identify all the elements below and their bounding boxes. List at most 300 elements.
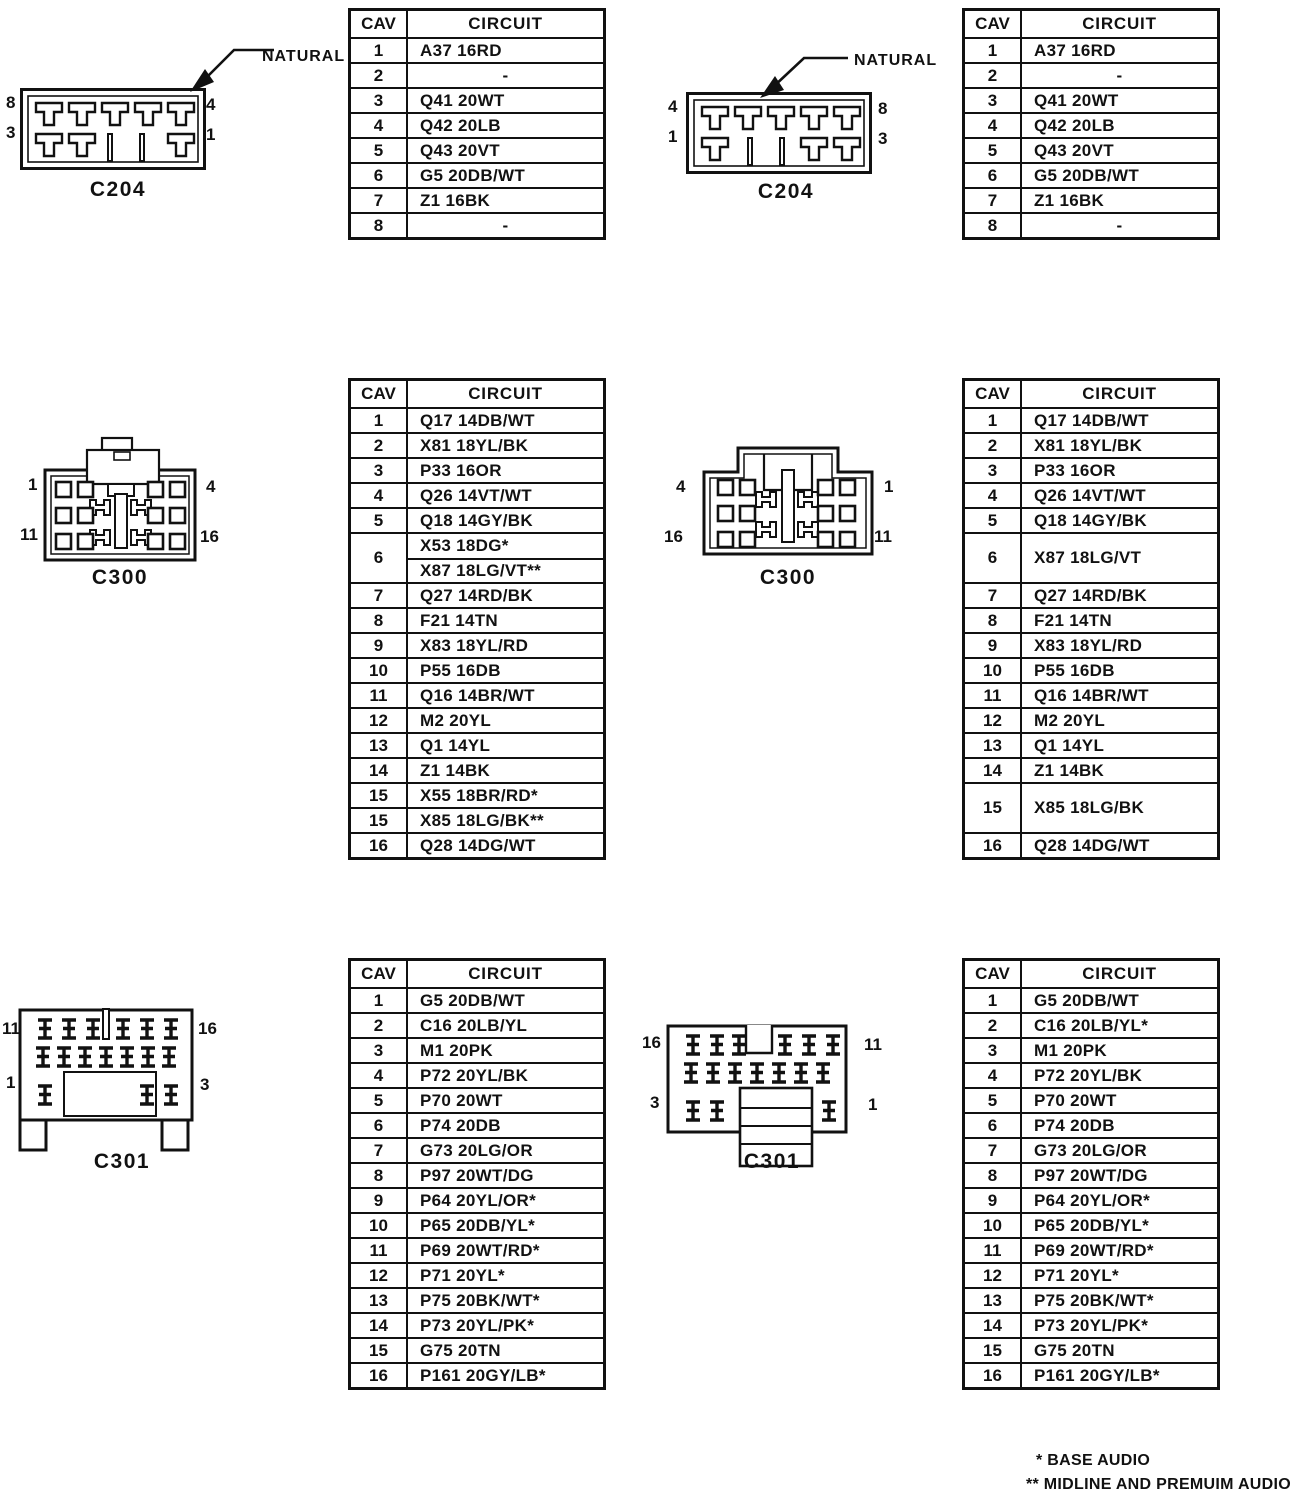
- cav-header: CAV: [965, 961, 1022, 987]
- cav-cell: 8: [965, 1164, 1022, 1187]
- cav-cell: 13: [351, 734, 408, 757]
- circuit-cell: Q43 20VT: [1034, 140, 1114, 160]
- table-row: [965, 682, 1217, 707]
- cav-cell: 15: [351, 784, 408, 807]
- cav-cell: 1: [965, 989, 1022, 1012]
- c204-left-connector-drawing: [20, 88, 206, 170]
- cav-cell: 9: [351, 1189, 408, 1212]
- table-row: [965, 657, 1217, 682]
- table-row: [351, 1337, 603, 1362]
- cav-cell: 16: [965, 1364, 1022, 1387]
- circuit-cell: A37 16RD: [1034, 40, 1116, 60]
- circuit-cell: P75 20BK/WT*: [1034, 1290, 1154, 1310]
- cav-cell: 2: [351, 434, 408, 457]
- table-row: [965, 832, 1217, 857]
- circuit-cell: X85 18LG/BK: [1034, 798, 1145, 817]
- table-row: [965, 1037, 1217, 1062]
- c300-right-connector-drawing: [698, 420, 878, 560]
- cav-cell: 9: [965, 1189, 1022, 1212]
- circuit-cell: X83 18YL/RD: [1034, 635, 1143, 655]
- cav-cell: 11: [965, 684, 1022, 707]
- c300-left-pin-label-bottom-left: 11: [20, 525, 38, 544]
- circuit-cell: -: [502, 215, 509, 235]
- circuit-cell: P55 16DB: [1034, 660, 1115, 680]
- cav-cell: 4: [965, 114, 1022, 137]
- circuit-cell: Q26 14VT/WT: [420, 485, 532, 505]
- table-row: [965, 782, 1217, 832]
- cav-header: CAV: [965, 381, 1022, 407]
- c204-left-caption: C204: [89, 178, 147, 201]
- cav-cell: 12: [965, 1264, 1022, 1287]
- cav-cell: 2: [351, 1014, 408, 1037]
- table-row: [965, 1212, 1217, 1237]
- table-row: [965, 1362, 1217, 1387]
- cav-cell: 4: [351, 1064, 408, 1087]
- cav-cell: 1: [351, 989, 408, 1012]
- table-row: [965, 62, 1217, 87]
- circuit-header: CIRCUIT: [468, 964, 543, 983]
- cav-cell: 2: [351, 64, 408, 87]
- c300-right-pin-label-top-left: 4: [676, 477, 686, 496]
- table-row: [351, 1112, 603, 1137]
- c301-left-pin-label-top-right: 16: [198, 1019, 217, 1038]
- table-row: [351, 757, 603, 782]
- c204-left-pin-label-top-right: 4: [206, 95, 216, 114]
- c300-right-pin-label-bottom-left: 16: [664, 527, 683, 546]
- circuit-cell: P161 20GY/LB*: [420, 1365, 546, 1385]
- circuit-cell: P33 16OR: [1034, 460, 1116, 480]
- c204-right-table: [962, 8, 1220, 240]
- circuit-cell: Q43 20VT: [420, 140, 500, 160]
- circuit-header: CIRCUIT: [1082, 964, 1157, 983]
- cav-cell: 15: [351, 809, 408, 832]
- cav-cell: 5: [965, 1089, 1022, 1112]
- table-row: [965, 732, 1217, 757]
- cav-cell: 16: [351, 834, 408, 857]
- c300-right-caption: C300: [759, 566, 817, 589]
- table-row: [965, 607, 1217, 632]
- cav-cell: 7: [965, 1139, 1022, 1162]
- circuit-cell: C16 20LB/YL*: [1034, 1015, 1149, 1035]
- circuit-cell: G5 20DB/WT: [420, 990, 526, 1010]
- cav-cell: 3: [965, 89, 1022, 112]
- table-row: [351, 507, 603, 532]
- circuit-cell: Q18 14GY/BK: [420, 510, 533, 530]
- cav-cell: 8: [351, 1164, 408, 1187]
- cav-cell: 15: [351, 1339, 408, 1362]
- cav-cell: 3: [351, 89, 408, 112]
- cav-cell: 12: [965, 709, 1022, 732]
- circuit-cell: G75 20TN: [420, 1340, 501, 1360]
- cav-cell: 7: [351, 1139, 408, 1162]
- cav-cell: 1: [351, 409, 408, 432]
- circuit-header: CIRCUIT: [1082, 14, 1157, 33]
- cav-cell: 11: [351, 1239, 408, 1262]
- table-row: [351, 682, 603, 707]
- circuit-cell: Q42 20LB: [1034, 115, 1115, 135]
- c301-left-pin-label-bottom-right: 3: [200, 1075, 210, 1094]
- table-row: [965, 137, 1217, 162]
- c301-right-table: [962, 958, 1220, 1390]
- footnote-midline-audio: ** MIDLINE AND PREMUIM AUDIO: [1026, 1476, 1291, 1493]
- c301-left-caption: C301: [93, 1150, 151, 1173]
- circuit-cell: P72 20YL/BK: [420, 1065, 529, 1085]
- cav-cell: 11: [965, 1239, 1022, 1262]
- circuit-cell: Q28 14DG/WT: [1034, 835, 1150, 855]
- table-row: [351, 1362, 603, 1387]
- circuit-cell: P97 20WT/DG: [1034, 1165, 1148, 1185]
- circuit-cell: Q27 14RD/BK: [420, 585, 533, 605]
- cav-cell: 9: [965, 634, 1022, 657]
- cav-cell: 10: [351, 1214, 408, 1237]
- table-row: [965, 407, 1217, 432]
- c204-left-pin-label-top-left: 8: [6, 93, 16, 112]
- table-row: [351, 782, 603, 807]
- cav-cell: 10: [965, 1214, 1022, 1237]
- circuit-cell: X85 18LG/BK**: [420, 810, 544, 830]
- table-row: [965, 212, 1217, 237]
- table-row: [965, 1112, 1217, 1137]
- cav-cell: 5: [351, 509, 408, 532]
- circuit-cell: P73 20YL/PK*: [420, 1315, 535, 1335]
- table-row: [965, 37, 1217, 62]
- table-row: [351, 62, 603, 87]
- circuit-cell: Q1 14YL: [420, 735, 491, 755]
- circuit-cell: P72 20YL/BK: [1034, 1065, 1143, 1085]
- table-row: [351, 582, 603, 607]
- c204-right-connector-drawing: [686, 92, 872, 174]
- table-header: [351, 381, 603, 407]
- circuit-cell: Q27 14RD/BK: [1034, 585, 1147, 605]
- table-row: [351, 162, 603, 187]
- cav-cell: 6: [965, 534, 1022, 582]
- circuit-cell: Q16 14BR/WT: [1034, 685, 1149, 705]
- c300-left-pin-label-top-left: 1: [28, 475, 38, 494]
- c301-right-pin-label-bottom-right: 1: [868, 1095, 878, 1114]
- circuit-cell: P97 20WT/DG: [420, 1165, 534, 1185]
- c204-left-natural-arrow: [178, 36, 278, 98]
- circuit-cell: P70 20WT: [1034, 1090, 1117, 1110]
- cav-cell: 2: [965, 64, 1022, 87]
- table-row: [351, 1312, 603, 1337]
- circuit-cell: A37 16RD: [420, 40, 502, 60]
- cav-cell: 5: [351, 1089, 408, 1112]
- table-row: [351, 1237, 603, 1262]
- circuit-cell: G73 20LG/OR: [420, 1140, 533, 1160]
- circuit-cell: Q16 14BR/WT: [420, 685, 535, 705]
- cav-cell: 10: [351, 659, 408, 682]
- table-row: [351, 187, 603, 212]
- circuit-cell: Q42 20LB: [420, 115, 501, 135]
- c204-right-caption: C204: [757, 180, 815, 203]
- cav-cell: 5: [351, 139, 408, 162]
- circuit-cell: Z1 14BK: [1034, 760, 1105, 780]
- circuit-header: CIRCUIT: [468, 384, 543, 403]
- cav-cell: 15: [965, 1339, 1022, 1362]
- cav-cell: 4: [351, 114, 408, 137]
- cav-header: CAV: [351, 381, 408, 407]
- c204-right-natural-label: NATURAL: [854, 52, 938, 69]
- table-row: [351, 37, 603, 62]
- cav-cell: 14: [965, 759, 1022, 782]
- table-row: [965, 1312, 1217, 1337]
- cav-header: CAV: [351, 11, 408, 37]
- table-row: [351, 1087, 603, 1112]
- c301-right-pin-label-bottom-left: 3: [650, 1093, 660, 1112]
- circuit-cell: G5 20DB/WT: [420, 165, 526, 185]
- table-row: [965, 1087, 1217, 1112]
- circuit-cell: M2 20YL: [420, 710, 492, 730]
- c300-left-table: [348, 378, 606, 860]
- cav-cell: 8: [965, 609, 1022, 632]
- footnote-base-audio: * BASE AUDIO: [1036, 1452, 1151, 1469]
- table-row: [351, 707, 603, 732]
- circuit-cell: X83 18YL/RD: [420, 635, 529, 655]
- table-header: [351, 961, 603, 987]
- c204-left-pin-label-bottom-right: 1: [206, 125, 216, 144]
- circuit-cell: P71 20YL*: [1034, 1265, 1119, 1285]
- table-row: [351, 987, 603, 1012]
- table-header: [351, 11, 603, 37]
- table-row: [965, 507, 1217, 532]
- circuit-cell: X53 18DG* X87 18LG/VT**: [408, 534, 603, 582]
- circuit-cell: -: [1116, 65, 1123, 85]
- cav-cell: 14: [351, 759, 408, 782]
- table-row: [965, 482, 1217, 507]
- circuit-cell: P161 20GY/LB*: [1034, 1365, 1160, 1385]
- c300-right-pin-label-bottom-right: 11: [874, 527, 892, 546]
- table-row: [351, 457, 603, 482]
- circuit-cell: -: [1116, 215, 1123, 235]
- c301-left-table: [348, 958, 606, 1390]
- c204-left-natural-label: NATURAL: [262, 48, 346, 65]
- table-row: [965, 532, 1217, 582]
- cav-cell: 9: [351, 634, 408, 657]
- circuit-cell: P75 20BK/WT*: [420, 1290, 540, 1310]
- c301-right-caption: C301: [743, 1150, 801, 1173]
- table-row: [351, 607, 603, 632]
- table-row: [965, 632, 1217, 657]
- table-row: [965, 432, 1217, 457]
- c301-right-pin-label-top-left: 16: [642, 1033, 661, 1052]
- circuit-cell: -: [502, 65, 509, 85]
- circuit-cell: P74 20DB: [1034, 1115, 1115, 1135]
- table-row: [351, 1012, 603, 1037]
- cav-cell: 5: [965, 139, 1022, 162]
- circuit-cell: P70 20WT: [420, 1090, 503, 1110]
- cav-cell: 6: [351, 164, 408, 187]
- cav-cell: 16: [965, 834, 1022, 857]
- circuit-cell: Q28 14DG/WT: [420, 835, 536, 855]
- circuit-cell: Z1 16BK: [1034, 190, 1105, 210]
- table-row: [351, 532, 603, 582]
- table-row: [965, 1287, 1217, 1312]
- c204-right-pin-label-bottom-left: 1: [668, 127, 678, 146]
- circuit-cell: X81 18YL/BK: [420, 435, 529, 455]
- circuit-cell: M2 20YL: [1034, 710, 1106, 730]
- cav-cell: 2: [965, 1014, 1022, 1037]
- circuit-cell: P33 16OR: [420, 460, 502, 480]
- cav-header: CAV: [965, 11, 1022, 37]
- circuit-cell: P64 20YL/OR*: [1034, 1190, 1151, 1210]
- table-row: [351, 1212, 603, 1237]
- circuit-cell: Q18 14GY/BK: [1034, 510, 1147, 530]
- c301-left-pin-label-top-left: 11: [2, 1019, 20, 1038]
- cav-cell: 1: [965, 409, 1022, 432]
- cav-cell: 12: [351, 709, 408, 732]
- cav-cell: 15: [965, 784, 1022, 832]
- cav-cell: 7: [965, 189, 1022, 212]
- circuit-cell: P64 20YL/OR*: [420, 1190, 537, 1210]
- cav-cell: 5: [965, 509, 1022, 532]
- c300-left-connector-drawing: [40, 436, 200, 564]
- table-header: [965, 961, 1217, 987]
- table-header: [965, 11, 1217, 37]
- table-row: [965, 162, 1217, 187]
- circuit-cell: Q41 20WT: [1034, 90, 1119, 110]
- c301-left-connector-drawing: [16, 1006, 200, 1154]
- table-row: [351, 1162, 603, 1187]
- circuit-cell: Q41 20WT: [420, 90, 505, 110]
- table-row: [965, 1237, 1217, 1262]
- circuit-cell: P73 20YL/PK*: [1034, 1315, 1149, 1335]
- table-row: [351, 112, 603, 137]
- cav-cell: 3: [351, 459, 408, 482]
- cav-cell: 3: [965, 459, 1022, 482]
- table-row: [965, 582, 1217, 607]
- table-row: [351, 1262, 603, 1287]
- circuit-cell: X81 18YL/BK: [1034, 435, 1143, 455]
- table-row: [351, 1187, 603, 1212]
- c204-right-pin-label-bottom-right: 3: [878, 129, 888, 148]
- c204-right-pin-label-top-left: 4: [668, 97, 678, 116]
- table-row: [351, 87, 603, 112]
- table-row: [965, 1062, 1217, 1087]
- table-row: [351, 212, 603, 237]
- table-row: [351, 807, 603, 832]
- circuit-cell: P69 20WT/RD*: [420, 1240, 540, 1260]
- table-row: [351, 657, 603, 682]
- table-row: [965, 1187, 1217, 1212]
- circuit-cell: F21 14TN: [420, 610, 498, 630]
- cav-cell: 14: [351, 1314, 408, 1337]
- cav-cell: 8: [351, 609, 408, 632]
- circuit-cell: Q1 14YL: [1034, 735, 1105, 755]
- cav-cell: 12: [351, 1264, 408, 1287]
- cav-cell: 3: [965, 1039, 1022, 1062]
- c300-right-pin-label-top-right: 1: [884, 477, 894, 496]
- table-row: [351, 732, 603, 757]
- cav-cell: 8: [351, 214, 408, 237]
- table-row: [965, 1137, 1217, 1162]
- circuit-cell: P65 20DB/YL*: [420, 1215, 536, 1235]
- cav-cell: 8: [965, 214, 1022, 237]
- table-row: [965, 1162, 1217, 1187]
- cav-cell: 16: [351, 1364, 408, 1387]
- table-row: [351, 482, 603, 507]
- table-row: [351, 1287, 603, 1312]
- circuit-cell: Q26 14VT/WT: [1034, 485, 1146, 505]
- table-row: [351, 407, 603, 432]
- cav-cell: 6: [351, 1114, 408, 1137]
- circuit-cell: P55 16DB: [420, 660, 501, 680]
- cav-cell: 10: [965, 659, 1022, 682]
- circuit-cell: G5 20DB/WT: [1034, 165, 1140, 185]
- cav-cell: 6: [965, 1114, 1022, 1137]
- cav-cell: 4: [965, 1064, 1022, 1087]
- cav-cell: 7: [351, 189, 408, 212]
- table-row: [965, 87, 1217, 112]
- circuit-header: CIRCUIT: [468, 14, 543, 33]
- cav-cell: 7: [965, 584, 1022, 607]
- circuit-cell: P65 20DB/YL*: [1034, 1215, 1150, 1235]
- c204-left-pin-label-bottom-left: 3: [6, 123, 16, 142]
- c300-left-pin-label-top-right: 4: [206, 477, 216, 496]
- cav-cell: 7: [351, 584, 408, 607]
- cav-cell: 11: [351, 684, 408, 707]
- table-row: [351, 432, 603, 457]
- circuit-cell: Q17 14DB/WT: [420, 410, 535, 430]
- cav-cell: 13: [351, 1289, 408, 1312]
- table-row: [965, 1262, 1217, 1287]
- circuit-cell: Z1 14BK: [420, 760, 491, 780]
- cav-cell: 3: [351, 1039, 408, 1062]
- cav-cell: 4: [351, 484, 408, 507]
- c204-left-table: [348, 8, 606, 240]
- c301-right-pin-label-top-right: 11: [864, 1035, 882, 1054]
- circuit-cell: G5 20DB/WT: [1034, 990, 1140, 1010]
- c300-left-pin-label-bottom-right: 16: [200, 527, 219, 546]
- table-row: [351, 632, 603, 657]
- cav-cell: 13: [965, 1289, 1022, 1312]
- c300-left-caption: C300: [91, 566, 149, 589]
- circuit-cell: G75 20TN: [1034, 1340, 1115, 1360]
- table-row: [965, 707, 1217, 732]
- circuit-header: CIRCUIT: [1082, 384, 1157, 403]
- table-row: [965, 1012, 1217, 1037]
- table-row: [351, 832, 603, 857]
- cav-header: CAV: [351, 961, 408, 987]
- cav-cell: 14: [965, 1314, 1022, 1337]
- c204-right-natural-arrow: [742, 40, 852, 102]
- cav-cell: 2: [965, 434, 1022, 457]
- table-row: [965, 987, 1217, 1012]
- table-row: [351, 137, 603, 162]
- cav-cell: 6: [351, 534, 408, 582]
- cav-cell: 1: [351, 39, 408, 62]
- circuit-cell: X55 18BR/RD*: [420, 785, 538, 805]
- c204-right-pin-label-top-right: 8: [878, 99, 888, 118]
- circuit-cell: Q17 14DB/WT: [1034, 410, 1149, 430]
- circuit-cell: P69 20WT/RD*: [1034, 1240, 1154, 1260]
- table-row: [965, 457, 1217, 482]
- circuit-cell: C16 20LB/YL: [420, 1015, 528, 1035]
- circuit-cell: M1 20PK: [1034, 1040, 1107, 1060]
- cav-cell: 6: [965, 164, 1022, 187]
- circuit-cell: X87 18LG/VT: [1034, 548, 1142, 567]
- table-header: [965, 381, 1217, 407]
- table-row: [351, 1137, 603, 1162]
- cav-cell: 13: [965, 734, 1022, 757]
- circuit-cell: F21 14TN: [1034, 610, 1112, 630]
- table-row: [351, 1062, 603, 1087]
- cav-cell: 1: [965, 39, 1022, 62]
- c300-right-table: [962, 378, 1220, 860]
- circuit-cell: M1 20PK: [420, 1040, 493, 1060]
- c301-left-pin-label-bottom-left: 1: [6, 1073, 16, 1092]
- cav-cell: 4: [965, 484, 1022, 507]
- table-row: [965, 187, 1217, 212]
